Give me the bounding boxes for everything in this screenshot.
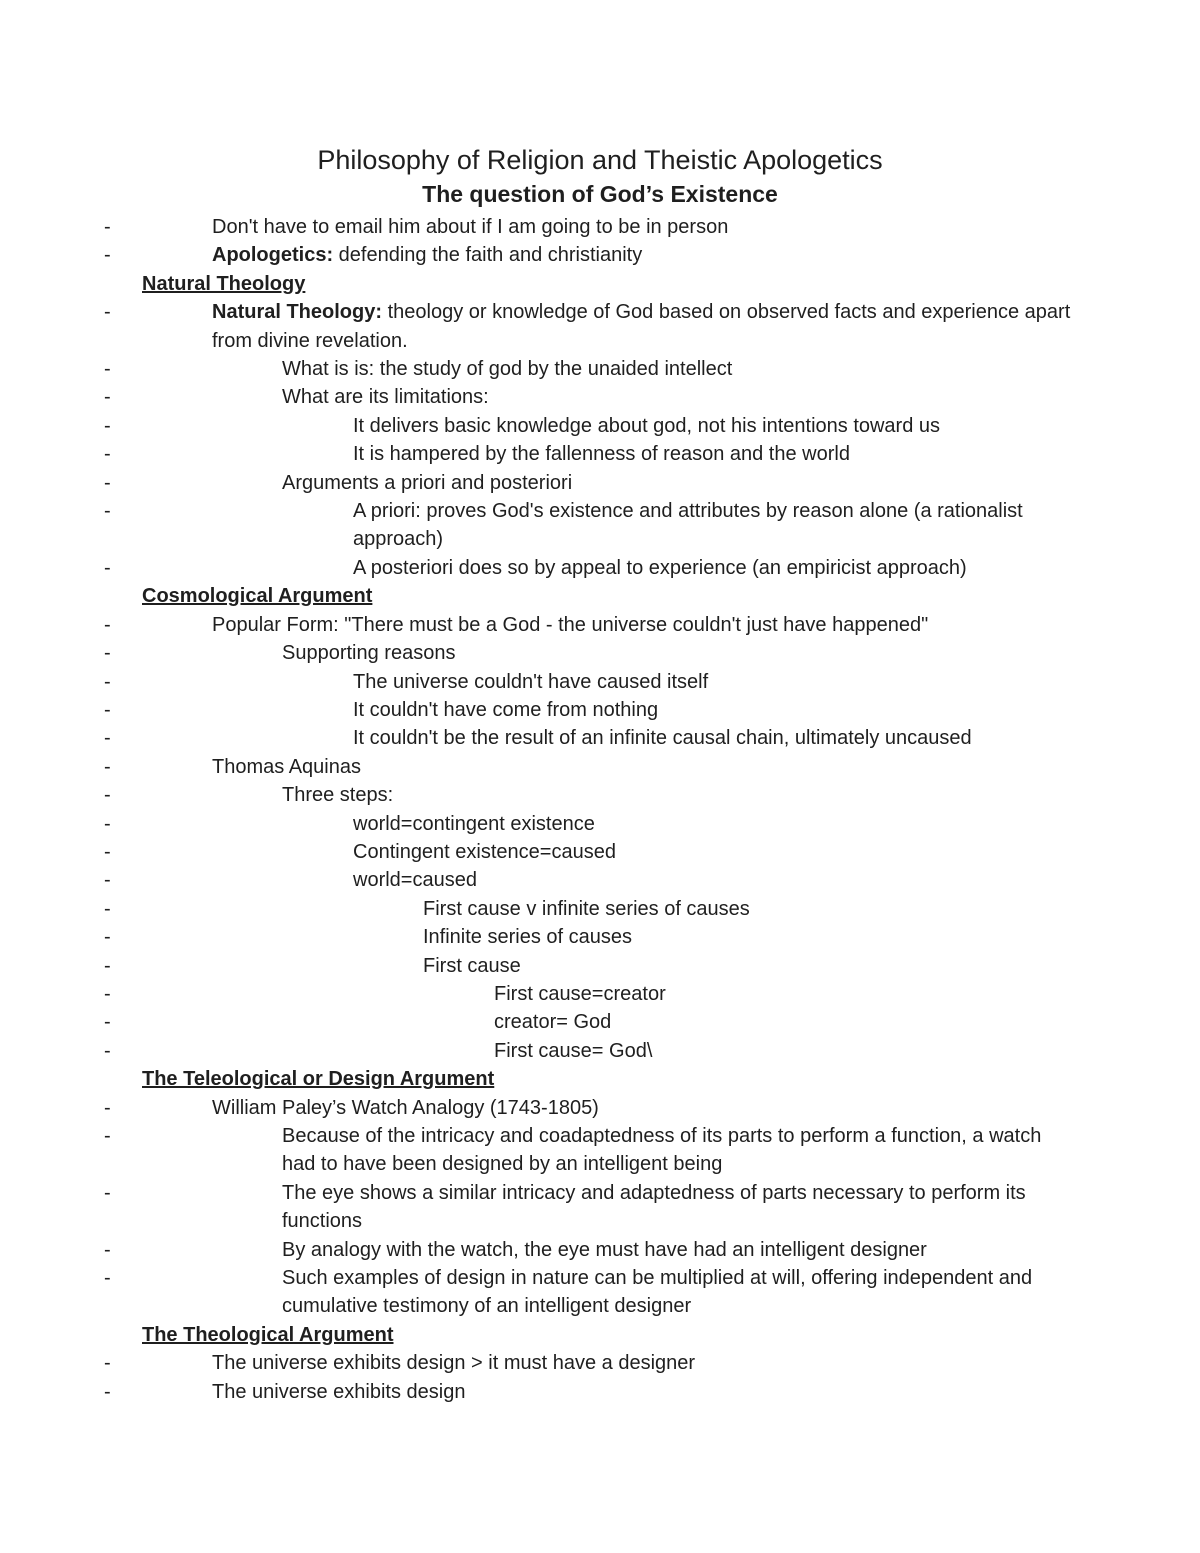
item-text: Because of the intricacy and coadaptedness of its parts to perform a function, a watch had to have been designed by an intelligent being	[282, 1125, 1042, 1176]
item-text: The universe exhibits design	[212, 1380, 466, 1403]
item-text: First cause=creator	[494, 982, 666, 1005]
document-subtitle: The question of God’s Existence	[422, 181, 778, 207]
item-text: What are its limitations:	[282, 386, 489, 409]
list-item	[142, 724, 1072, 752]
list-item	[142, 1179, 1072, 1236]
item-text: A priori: proves God's existence and attributes by reason alone (a rationalist approach)	[353, 500, 1023, 551]
item-text: Popular Form: "There must be a God - the universe couldn't just have happened"	[212, 613, 929, 636]
item-text: The universe exhibits design > it must have a designer	[212, 1352, 696, 1375]
item-text: Arguments a priori and posteriori	[282, 471, 573, 494]
list-item	[142, 440, 1072, 468]
list-item	[142, 611, 1072, 639]
list-item	[142, 213, 1072, 241]
section-heading-theological: The Theological Argument	[142, 1323, 394, 1346]
list-item	[142, 1008, 1072, 1036]
item-text: It is hampered by the fallenness of reason and the world	[353, 443, 850, 466]
item-text: theology or knowledge of God based on observed facts and experience apart from divine revelation.	[212, 301, 1071, 352]
natural-theology-list	[142, 298, 1072, 582]
list-item	[142, 469, 1072, 497]
item-text: It delivers basic knowledge about god, not his intentions toward us	[353, 414, 941, 437]
item-text: First cause v infinite series of causes	[423, 897, 750, 920]
item-text: world=contingent existence	[353, 812, 595, 835]
section-heading-natural-theology: Natural Theology	[142, 272, 306, 295]
list-item	[142, 668, 1072, 696]
list-item	[142, 838, 1072, 866]
list-item	[142, 1264, 1072, 1321]
list-item	[142, 866, 1072, 894]
item-text: Such examples of design in nature can be multiplied at will, offering independent and cumulative testimony of an intelligent designer	[282, 1267, 1033, 1318]
list-item	[142, 355, 1072, 383]
item-text: What is is: the study of god by the unaided intellect	[282, 358, 733, 381]
item-term: Natural Theology:	[212, 301, 383, 324]
item-text: First cause= God\	[494, 1039, 653, 1062]
item-text: Thomas Aquinas	[212, 755, 361, 778]
list-item	[142, 639, 1072, 667]
list-item	[142, 1094, 1072, 1122]
list-item	[142, 383, 1072, 411]
list-item	[142, 781, 1072, 809]
list-item	[142, 696, 1072, 724]
list-item	[142, 1037, 1072, 1065]
list-item	[142, 1378, 1072, 1406]
item-text: defending the faith and christianity	[333, 244, 643, 267]
item-text: The eye shows a similar intricacy and adaptedness of parts necessary to perform its functions	[282, 1181, 1026, 1233]
list-item	[142, 412, 1072, 440]
notes-content	[142, 213, 1072, 1406]
item-text: Infinite series of causes	[423, 926, 632, 949]
list-item	[142, 895, 1072, 923]
item-text: A posteriori does so by appeal to experience (an empiricist approach)	[353, 556, 967, 579]
list-item	[142, 298, 1072, 355]
list-item	[142, 497, 1072, 554]
list-item	[142, 923, 1072, 951]
list-item	[142, 554, 1072, 582]
list-item	[142, 980, 1072, 1008]
section-heading-teleological: The Teleological or Design Argument	[142, 1068, 495, 1091]
item-text: creator= God	[494, 1011, 612, 1034]
item-text: Three steps:	[282, 784, 394, 807]
item-text: Don't have to email him about if I am going to be in person	[212, 216, 729, 238]
item-text: First cause	[423, 954, 521, 977]
list-item	[142, 952, 1072, 980]
list-item	[142, 1349, 1072, 1377]
list-item	[142, 241, 1072, 269]
item-text: The universe couldn't have caused itself	[353, 670, 709, 693]
item-term: Apologetics:	[212, 244, 334, 267]
list-item	[142, 1122, 1072, 1179]
document-title: Philosophy of Religion and Theistic Apologetics	[317, 145, 883, 175]
teleological-list	[142, 1094, 1072, 1321]
item-text: Contingent existence=caused	[353, 840, 616, 863]
list-item	[142, 753, 1072, 781]
intro-list	[142, 213, 1072, 270]
list-item	[142, 1236, 1072, 1264]
item-text: world=caused	[353, 869, 477, 892]
list-item	[142, 810, 1072, 838]
item-text: William Paley’s Watch Analogy (1743-1805)	[212, 1096, 599, 1119]
item-text: It couldn't have come from nothing	[353, 698, 659, 721]
cosmological-list	[142, 611, 1072, 1066]
item-text: It couldn't be the result of an infinite causal chain, ultimately uncaused	[353, 727, 972, 750]
section-heading-cosmological: Cosmological Argument	[142, 585, 373, 608]
theological-list	[142, 1349, 1072, 1406]
item-text: Supporting reasons	[282, 642, 456, 665]
item-text: By analogy with the watch, the eye must have had an intelligent designer	[282, 1238, 927, 1261]
